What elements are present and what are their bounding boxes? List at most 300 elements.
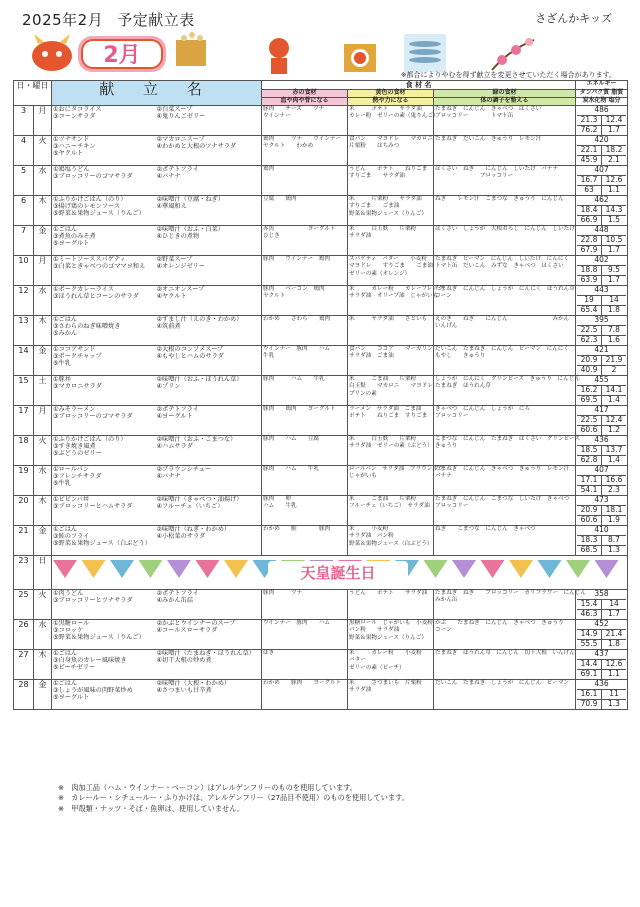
nutrient-header-sl: 炭水化物 塩分 [576, 97, 628, 105]
holiday-row [14, 555, 628, 589]
protein-value: 18.5 [577, 446, 602, 455]
green-food-line: たまねぎ にんじん きゃべつ きゅうり レモン汁 [435, 465, 570, 472]
nutrition-box [577, 466, 626, 495]
menu-item: ⑤ピーチゼリー [53, 663, 96, 671]
protein-value: 21.3 [577, 116, 602, 125]
fat-value: 10.5 [605, 234, 623, 244]
protein-value: 14.4 [577, 660, 602, 669]
menu-row [14, 589, 628, 619]
menu-item: ①ポークカレーライス [53, 285, 114, 293]
menu-item: ⑤野菜＆果物ジュース（白ぶどう） [53, 540, 151, 548]
menu-line [53, 330, 260, 337]
sardine-icon [404, 34, 446, 72]
yellow-food-line: すりごま ごま油 [349, 203, 400, 210]
day-of-week: 木 [34, 315, 52, 345]
menu-items [52, 285, 262, 315]
day-of-week: 金 [34, 225, 52, 255]
menu-items [52, 465, 262, 495]
protein-value: 22.5 [577, 416, 602, 425]
menu-item [157, 330, 261, 337]
menu-item: ③さわらのねぎ味噌焼き [53, 322, 121, 330]
holiday-dow: 日 [34, 555, 52, 589]
fat-value: 12.6 [605, 658, 623, 668]
menu-row [14, 225, 628, 255]
menu-item: ②すまし汁（えのき・わかめ） [156, 315, 243, 323]
menu-item: ⑤ヨーグルト [53, 693, 90, 701]
nutrition [576, 649, 628, 679]
menu-row [14, 285, 628, 315]
carb-salt [577, 610, 626, 619]
day-number: 20 [14, 495, 34, 525]
menu-item: ①ツナサンド [53, 135, 90, 143]
menu-item: ②マカロニスープ [156, 135, 205, 143]
salt-value: 1.7 [608, 608, 620, 618]
green-foods [434, 195, 576, 225]
menu-item: ①ごはん [53, 679, 78, 687]
fat-value: 11 [609, 688, 619, 698]
energy-column-header: エネルギー [576, 81, 628, 90]
menu-item: ②かぶとウインナーのスープ [156, 619, 236, 627]
title-subtitle: 予定献立表 [117, 11, 195, 29]
menu-row [14, 135, 628, 165]
yellow-foods [348, 495, 434, 525]
carb-value: 67.9 [577, 246, 602, 255]
green-food-line: もやし きゅうり [435, 353, 486, 360]
yellow-foods [348, 255, 434, 285]
carb-salt [577, 126, 626, 135]
nutrition [576, 195, 628, 225]
yellow-food-line: 米 カレー粉 小麦粉 [349, 649, 422, 656]
nutrition-box [577, 526, 626, 555]
salt-value: 1.1 [608, 184, 620, 194]
menu-item: ③白菜ときゃべつのゴママヨ和え [53, 262, 146, 270]
menu-item: ②味噌汁（豆腐・ねぎ） [156, 195, 224, 203]
salt-value: 1.4 [608, 394, 620, 404]
menu-item: ③マカロニサラダ [53, 382, 102, 390]
protein-value: 18.8 [577, 266, 602, 275]
red-food-line: 豚肉 ハム 牛乳 [263, 465, 319, 472]
green-foods [434, 225, 576, 255]
carb-value: 60.6 [577, 426, 602, 435]
title-month: 2025年2月 [22, 11, 104, 29]
bunting-flag [82, 560, 106, 578]
carb-salt [577, 670, 626, 679]
green-food-line: ねぎ こまつな にんじん きゃべつ [435, 525, 536, 532]
red-food-line: 豚肉 ウインナー 鶏肉 [263, 255, 330, 262]
menu-item: ③鮭のフライ [53, 532, 90, 540]
menu-line [53, 620, 260, 627]
yellow-foods [348, 649, 434, 679]
green-foods [434, 375, 580, 405]
fat-value: 14 [609, 598, 619, 608]
green-food-line: たまねぎ にんじん きゃべつ はくさい [435, 105, 542, 112]
nutrition-box [577, 406, 626, 435]
menu-row [14, 525, 628, 555]
yellow-food-line: 片栗粉 はちみつ [349, 143, 400, 150]
menu-item [157, 150, 261, 157]
green-food-line: たまねぎ にんじん しょうが にんにく ほうれん草 [435, 285, 575, 292]
menu-line [53, 233, 260, 240]
yellow-food-line: サラダ油 ゼリーの素（ぶどう） [349, 443, 433, 450]
menu-item: ①ミートソーススパゲティ [53, 255, 126, 263]
yellow-food-line: ロールパン サラダ油 ブラウンルウ [349, 465, 444, 472]
green-foods [434, 435, 580, 465]
energy-value: 437 [577, 650, 626, 660]
red-foods [262, 285, 348, 315]
nutrition [576, 619, 628, 649]
red-food-line: ハム 牛乳 [263, 503, 297, 510]
carb-value: 60.6 [577, 516, 602, 525]
carb-salt [577, 486, 626, 495]
salt-value: 1.1 [608, 668, 620, 678]
yellow-foods-header: 黄色の食材 [348, 90, 434, 98]
yellow-foods [348, 165, 434, 195]
energy-value: 436 [577, 436, 626, 446]
menu-line [53, 634, 260, 641]
nutrition [576, 525, 628, 555]
energy-value: 462 [577, 196, 626, 206]
change-notice: ※都合によりやむを得ず献立を変更させていただく場合があります。 [400, 71, 616, 79]
fortune-box-icon [344, 44, 376, 72]
bunting-flag [167, 560, 191, 578]
menu-item: ①ロールパン [53, 465, 89, 473]
menu-item: ⑤ぶどうのゼリー [53, 450, 102, 458]
red-foods-subheader: 血や肉や骨になる [262, 97, 348, 105]
menu-item: ①ごはん [53, 315, 78, 323]
oni-icon [268, 32, 290, 74]
nutrition [576, 345, 628, 375]
holiday-day: 23 [14, 555, 34, 589]
red-foods [262, 165, 348, 195]
yellow-foods [348, 105, 439, 135]
yellow-food-line: プリンの素 [349, 390, 377, 397]
yellow-food-line: 野菜＆果物ジュース（りんご） [349, 210, 427, 217]
salt-value: 1.6 [608, 334, 620, 344]
yellow-food-line: ゼリーの素（ピーチ） [349, 664, 405, 671]
menu-item: ④ハムサラダ [156, 442, 193, 450]
red-foods [262, 405, 348, 435]
protein-value: 22.5 [577, 326, 602, 335]
green-food-line: ブロッコリー [435, 173, 514, 180]
menu-item: ④みかん缶詰 [156, 596, 193, 604]
red-food-line: ヤクルト わかめ [263, 143, 314, 150]
note-line: ※ 甲殻類・ナッツ・そば・魚卵は、使用していません。 [58, 803, 245, 813]
menu-item [157, 664, 261, 671]
menu-item: ②味噌汁（おふ・こまつな） [156, 435, 237, 443]
green-foods [434, 105, 576, 135]
red-food-line: 豆腐 鶏肉 [263, 195, 297, 202]
day-number: 25 [14, 589, 34, 619]
carb-salt [577, 366, 626, 375]
red-foods [262, 679, 348, 709]
red-foods [262, 315, 348, 345]
menu-item: ③ブロッコリーとハムサラダ [53, 502, 133, 510]
green-food-line: はくさい しょうが 大根おろし にんじん しいたけ [435, 225, 575, 232]
yellow-food-line: カレー粉 ゼリーの素（鬼りんご） [349, 113, 439, 120]
menu-line [53, 436, 260, 443]
carb-salt [577, 426, 626, 435]
nutrition [576, 589, 628, 619]
salt-value: 1.8 [608, 638, 620, 648]
menu-item: ②白菜スープ [156, 105, 193, 113]
yellow-food-line: 野菜＆果物ジュース（白ぶどう） [349, 540, 433, 547]
carb-value: 62.3 [577, 336, 602, 345]
menu-line [53, 106, 260, 113]
red-foods [262, 225, 348, 255]
green-food-line: たまねぎ ほうれん草 にんじん 切干大根 いんげん [435, 649, 575, 656]
protein-value: 20.9 [577, 356, 602, 365]
materials-column-header: 食 材 名 [262, 81, 576, 90]
menu-row [14, 195, 628, 225]
menu-item [157, 480, 261, 487]
yellow-food-line: 米 さつまいも 片栗粉 [349, 679, 422, 686]
energy-value: 417 [577, 406, 626, 416]
day-of-week: 火 [34, 435, 52, 465]
day-number: 15 [14, 375, 34, 405]
menu-items [52, 135, 262, 165]
menu-item: ③ほうれん草とコーンのサラダ [53, 292, 139, 300]
green-foods [434, 465, 576, 495]
yellow-foods [348, 135, 434, 165]
day-number: 19 [14, 465, 34, 495]
yellow-foods [348, 679, 434, 709]
yellow-food-line: バター [349, 657, 366, 664]
fat-value: 7.8 [608, 324, 620, 334]
nutrition-box [577, 256, 626, 285]
red-food-line: 豚肉 チーズ ツナ [263, 105, 325, 112]
menu-item: ④ヤクルト [156, 292, 187, 300]
green-food-line: コーン [435, 293, 452, 300]
day-number: 10 [14, 255, 34, 285]
bunting-flag [196, 560, 220, 578]
fat-value: 9.5 [608, 264, 620, 274]
menu-item [157, 360, 261, 367]
menu-item: ①ふりかけごはん（のり） [53, 435, 127, 443]
menu-items [52, 225, 262, 255]
menu-item: ④鬼りんごゼリー [156, 112, 206, 120]
green-foods [434, 135, 576, 165]
menu-items [52, 315, 262, 345]
green-food-line: だいこん たまねぎ しょうが にんじん ピーマン [435, 679, 570, 686]
menu-item: ⑤野菜＆果物ジュース（りんご） [53, 633, 145, 641]
carb-salt [577, 186, 626, 195]
carb-value: 40.9 [577, 366, 602, 375]
menu-line [53, 346, 260, 353]
green-food-line: しょうが にんにく グリンピース きゅうり にんじん [435, 375, 580, 382]
menu-line [53, 590, 260, 597]
nutrition-box [577, 650, 626, 679]
nutrition-box [577, 346, 626, 375]
menu-item: ③ブロッコリーとツナサラダ [53, 596, 133, 604]
energy-value: 448 [577, 226, 626, 236]
red-foods [262, 495, 348, 525]
red-food-line: ウインナー [263, 113, 291, 120]
menu-row [14, 345, 628, 375]
green-foods-subheader: 体の調子を整える [434, 97, 576, 105]
green-foods [434, 649, 576, 679]
menu-item: ③ブロッコリーのゴマサラダ [53, 172, 133, 180]
day-number: 17 [14, 405, 34, 435]
red-food-line: 鶏肉 [263, 165, 275, 172]
yellow-food-line: 黒糖ロール じゃがいも 小麦粉 [349, 619, 433, 626]
menu-items [52, 405, 262, 435]
red-food-line: わかめ さわら 鶏肉 [263, 315, 331, 322]
carb-value: 55.5 [577, 640, 602, 649]
day-of-week: 月 [34, 105, 52, 135]
red-foods [262, 435, 348, 465]
menu-items [52, 195, 262, 225]
bean-box-icon [176, 32, 206, 66]
nutrition [576, 255, 628, 285]
menu-line [53, 450, 260, 457]
menu-line [53, 480, 260, 487]
carb-value: 70.9 [577, 700, 602, 709]
yellow-food-line: 野菜＆果物ジュース（りんご） [349, 634, 427, 641]
menu-item [157, 694, 261, 701]
carb-value: 66.9 [577, 216, 602, 225]
menu-item: ④ひじきの煮物 [156, 232, 200, 240]
menu-line [53, 413, 260, 420]
energy-value: 410 [577, 526, 626, 536]
energy-value: 421 [577, 346, 626, 356]
menu-line [53, 694, 260, 701]
salt-value: 1.8 [608, 304, 620, 314]
day-number: 5 [14, 165, 34, 195]
red-foods [262, 255, 348, 285]
carb-value: 68.5 [577, 546, 602, 555]
green-food-line: いんげん [435, 323, 458, 330]
green-food-line: えのき ねぎ にんじん みかん [435, 315, 570, 322]
holiday-bunting [53, 556, 623, 586]
salt-value: 1.7 [608, 274, 620, 284]
menu-line [53, 650, 260, 657]
yellow-food-line: ラーメン サラダ油 ごま油 [349, 405, 422, 412]
bunting-flag [481, 560, 505, 578]
carb-salt [577, 396, 626, 405]
menu-line [53, 376, 260, 383]
page-title [22, 9, 195, 30]
fat-value: 21.9 [605, 354, 623, 364]
yellow-foods [348, 589, 434, 619]
menu-item: ①ごはん [53, 225, 78, 233]
green-food-line: ブロッコリー [435, 413, 469, 420]
protein-value: 18.4 [577, 206, 602, 215]
day-of-week: 土 [34, 375, 52, 405]
red-food-line: 鶏肉 ツナ ウインナー [263, 135, 342, 142]
menu-item: ②味噌汁（大根・わかめ） [156, 679, 231, 687]
yellow-food-line: ポテト ねりごま すりごま [349, 413, 428, 420]
day-of-week: 木 [34, 195, 52, 225]
energy-value: 420 [577, 136, 626, 146]
green-foods [434, 165, 576, 195]
green-food-line: きゃべつ にんじん しょうが にら [435, 405, 531, 412]
salt-value: 1.9 [608, 514, 620, 524]
red-food-line: わかめ 豚肉 ヨーグルト [263, 679, 342, 686]
menu-item: ④筑前煮 [156, 322, 181, 330]
bunting-flag [509, 560, 533, 578]
fat-value: 12.4 [605, 414, 623, 424]
menu-line [53, 540, 260, 547]
menu-line [53, 166, 260, 173]
menu-item: ④プリン [156, 382, 181, 390]
menu-line [53, 323, 260, 330]
red-food-line: わかめ 鮭 豚肉 [263, 525, 331, 532]
green-foods [434, 495, 576, 525]
yellow-food-line: 米 片栗粉 サラダ油 [349, 195, 422, 202]
yellow-food-line: サラダ油 [349, 687, 372, 694]
menu-table [13, 80, 628, 710]
green-foods [434, 619, 576, 649]
plum-blossom-icon [492, 38, 534, 70]
nutrition [576, 285, 628, 315]
carb-value: 45.9 [577, 156, 602, 165]
menu-line [53, 240, 260, 247]
day-number: 28 [14, 679, 34, 709]
nutrition [576, 495, 628, 525]
menu-item: ⑤ヨーグルト [53, 240, 90, 248]
bunting-flag [424, 560, 448, 578]
yellow-food-line: サラダ油 ごま油 [349, 353, 394, 360]
menu-line [53, 113, 260, 120]
menu-line [53, 143, 260, 150]
yellow-food-line: 米 サラダ油 さといも [349, 315, 428, 322]
menu-item: ④小松菜のサラダ [156, 532, 206, 540]
fat-value: 14 [609, 294, 619, 304]
menu-line [53, 286, 260, 293]
menu-items [52, 345, 262, 375]
green-food-line: トマト缶 だいこん みずな きゃべつ はくさい [435, 263, 564, 270]
protein-value: 14.9 [577, 630, 602, 639]
day-number: 7 [14, 225, 34, 255]
menu-items [52, 525, 262, 555]
nutrition [576, 679, 628, 709]
yellow-foods [348, 525, 434, 555]
menu-item: ④フルーチェ（いちご） [156, 502, 224, 510]
nutrition-box [577, 680, 626, 709]
menu-line [53, 263, 260, 270]
fat-value: 21.4 [605, 628, 623, 638]
red-foods [262, 345, 348, 375]
menu-line [53, 173, 260, 180]
menu-item: ⑤ヤクルト [53, 150, 84, 158]
nutrition-box [577, 286, 626, 315]
nutrition [576, 225, 628, 255]
menu-item: ②味噌汁（おふ・白菜） [156, 225, 224, 233]
protein-value: 16.7 [577, 176, 602, 185]
menu-item: ①黒糖ロール [53, 619, 90, 627]
energy-value: 407 [577, 166, 626, 176]
fat-value: 12.4 [605, 114, 623, 124]
red-food-line: ヤクルト [263, 293, 286, 300]
nutrition-box [577, 106, 626, 135]
menu-item: ⑤牛乳 [53, 360, 71, 368]
green-foods [434, 525, 576, 555]
holiday-banner [52, 555, 628, 589]
menu-item: ④バナナ [156, 172, 181, 180]
carb-salt [577, 700, 626, 709]
yellow-food-line: サラダ油 パン粉 [349, 533, 394, 540]
energy-value: 395 [577, 316, 626, 326]
menu-item: ②ブラウンシチュー [156, 465, 212, 473]
green-foods [434, 315, 576, 345]
note-line: ※ 肉加工品（ハム・ウインナー・ベーコン）はアレルゲンフリーのものを使用しています。 [58, 783, 357, 792]
salt-value: 1.7 [608, 124, 620, 134]
day-of-week: 火 [34, 589, 52, 619]
salt-value: 1.2 [608, 424, 620, 434]
menu-item [157, 634, 261, 641]
green-food-line: たまねぎ だいこん きゅうり レモン汁 [435, 135, 542, 142]
green-foods [434, 589, 586, 619]
